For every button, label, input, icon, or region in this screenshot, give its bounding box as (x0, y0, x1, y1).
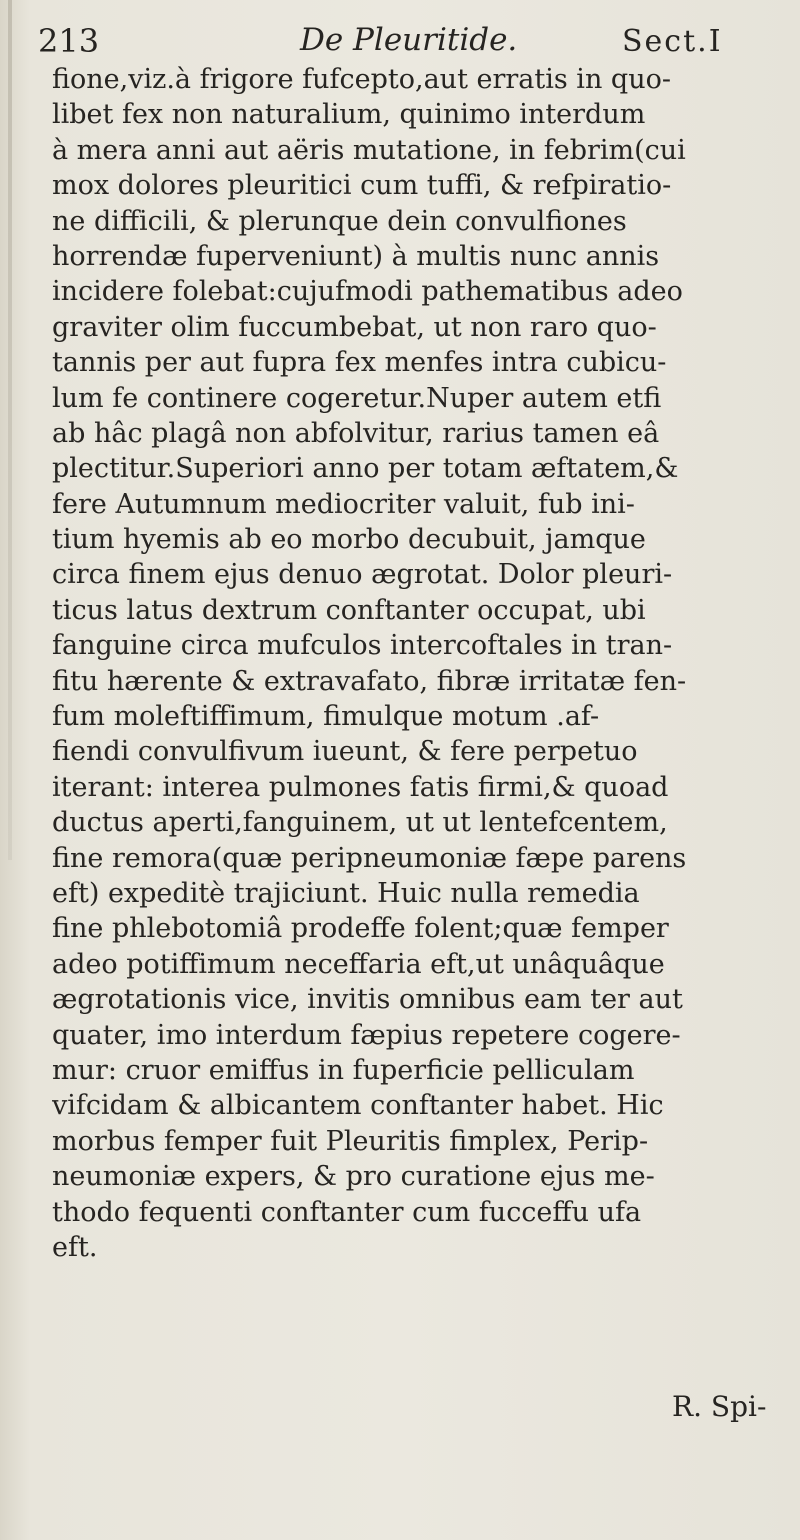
catchword: R. Spi- (672, 1390, 767, 1423)
text-line: horrendæ fuperveniunt) à multis nunc annis (52, 240, 660, 272)
text-line: ægrotationis vice, invitis omnibus eam ter aut (52, 984, 683, 1016)
text-line: circa finem ejus denuo ægrotat. Dolor pleuri- (52, 559, 673, 591)
text-line: morbus femper fuit Pleuritis fimplex, Perip- (52, 1125, 649, 1157)
text-line: iterant: interea pulmones fatis firmi,& quoad (52, 771, 669, 803)
text-line: graviter olim fuccumbebat, ut non raro quo- (52, 311, 657, 343)
text-line: thodo fequenti conftanter cum fucceffu ufa (52, 1196, 642, 1228)
page-gutter-shadow (8, 0, 12, 860)
text-line: fere Autumnum mediocriter valuit, fub ini- (52, 488, 635, 520)
text-line: mur: cruor emiffus in fuperficie pelliculam (52, 1054, 635, 1086)
text-line: eft) expeditè trajiciunt. Huic nulla remedia (52, 877, 640, 909)
body-text (52, 62, 772, 1265)
text-line: mox dolores pleuritici cum tuffi, & refpiratio- (52, 170, 672, 202)
text-line: tium hyemis ab eo morbo decubuit, jamque (52, 524, 646, 556)
text-line: plectitur.Superiori anno per totam æftatem,& (52, 453, 679, 485)
text-line: libet fex non naturalium, quinimo interdum (52, 99, 646, 131)
text-line: quater, imo interdum fæpius repetere cogere- (52, 1019, 681, 1051)
running-head: De Pleuritide. (300, 22, 518, 58)
text-line: fine phlebotomiâ prodeffe folent;quæ femper (52, 913, 669, 945)
text-line: fanguine circa mufculos intercoftales in tran- (52, 630, 673, 662)
text-line: neumoniæ expers, & pro curatione ejus me- (52, 1161, 655, 1193)
text-line: ductus aperti,fanguinem, ut ut lentefcentem, (52, 807, 668, 839)
text-line: fine remora(quæ peripneumoniæ fæpe parens (52, 842, 687, 874)
text-line: ab hâc plagâ non abfolvitur, rarius tamen eâ (52, 417, 660, 449)
text-line: fiendi convulfivum iueunt, & fere perpetuo (52, 736, 638, 768)
text-line: tannis per aut fupra fex menfes intra cubicu- (52, 347, 667, 379)
text-line: à mera anni aut aëris mutatione, in febrim(cui (52, 134, 686, 166)
text-line: fum moleftiffimum, fimulque motum .af- (52, 701, 600, 733)
text-line: fione,viz.à frigore fufcepto,aut erratis in quo- (52, 64, 671, 95)
text-line: incidere folebat:cujufmodi pathematibus adeo (52, 276, 683, 308)
text-line: eft. (52, 1231, 98, 1263)
text-line: adeo potiffimum neceffaria eft,ut unâquâque (52, 948, 665, 980)
text-line: lum fe continere cogeretur.Nuper autem etfi (52, 382, 662, 414)
page-number: 213 (38, 22, 100, 60)
text-line: fitu hærente & extravafato, fibræ irritatæ fen- (52, 665, 687, 697)
section-mark: Sect.I (622, 24, 723, 59)
text-line: ticus latus dextrum conftanter occupat, ubi (52, 594, 646, 626)
text-line: vifcidam & albicantem conftanter habet. Hic (52, 1090, 664, 1122)
text-line: ne difficili, & plerunque dein convulfiones (52, 205, 627, 237)
